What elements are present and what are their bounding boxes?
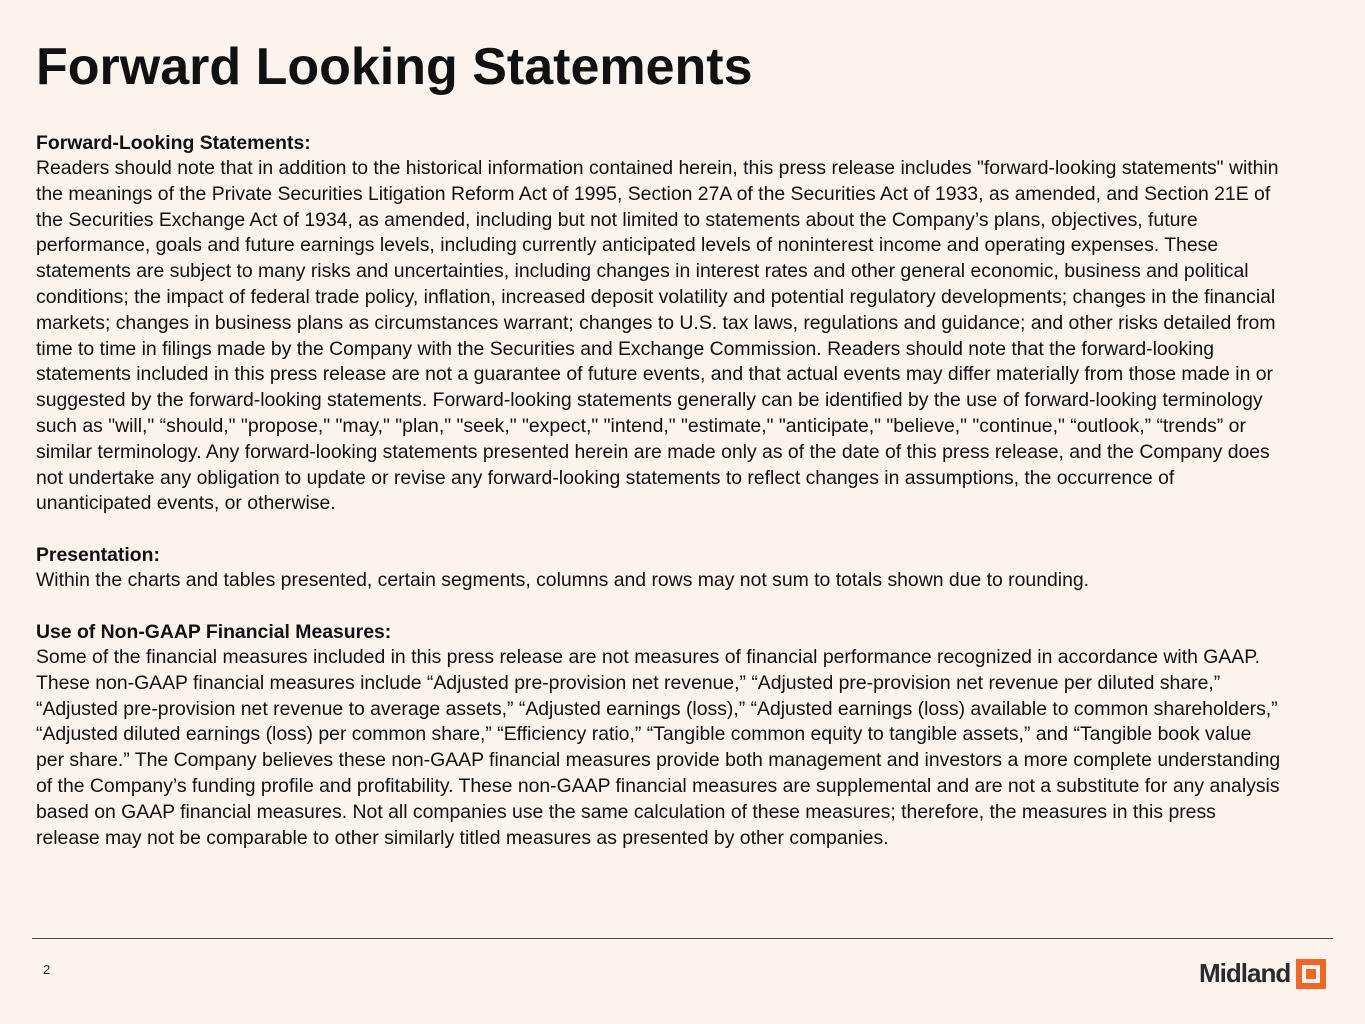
section-paragraph: Some of the financial measures included in this press release are not measures of financial performance recognized in accordance with GAAP. These non-GAAP financial measures include “Adjusted pre-provision net revenue,” “Adjusted pre-provision net revenue per diluted share,” “Adjusted pre-provision net revenue to average assets,” “Adjusted earnings (loss),” “Adjusted earnings (loss) available to common shareholders,” “Adjusted diluted earnings (loss) per common share,” “Efficiency ratio,” “Tangible common equity to tangible assets,” and “Tangible book value per share.” The Company believes these non-GAAP financial measures provide both management and investors a more complete understanding of the Company’s funding profile and profitability. These non-GAAP financial measures are supplemental and are not a substitute for any analysis based on GAAP financial measures. Not all companies use the same calculation of these measures; therefore, the measures in this press release may not be comparable to other similarly titled measures as presented by other companies. [36, 645, 1281, 849]
section-heading: Presentation: [36, 544, 160, 567]
forward-looking-section [36, 130, 1281, 517]
section-heading: Forward-Looking Statements: [36, 132, 311, 154]
section-paragraph: Within the charts and tables presented, certain segments, columns and rows may not sum to totals shown due to rounding. [36, 569, 1090, 592]
midland-square-icon [1296, 959, 1326, 989]
page-title: Forward Looking Statements [36, 38, 753, 96]
footer-divider [32, 938, 1333, 939]
section-paragraph: Readers should note that in addition to the historical information contained herein, this press release includes "forward-looking statements" within the meanings of the Private Securities Litigation Reform Act of 1995, Section 27A of the Securities Act of 1933, as amended, and Section 21E of the Securities Exchange Act of 1934, as amended, including but not limited to statements about the Company’s plans, objectives, future performance, goals and future earnings levels, including currently anticipated levels of noninterest income and operating expenses. These statements are subject to many risks and uncertainties, including changes in interest rates and other general economic, business and political conditions; the impact of federal trade policy, inflation, increased deposit volatility and potential regulatory developments; changes in the financial markets; changes in business plans as circumstances warrant; changes to U.S. tax laws, regulations and guidance; and other risks detailed from time to time in filings made by the Company with the Securities and Exchange Commission. Readers should note that the forward-looking statements included in this press release are not a guarantee of future events, and that actual events may differ materially from those made in or suggested by the forward-looking statements. Forward-looking statements generally can be identified by the use of forward-looking terminology such as "will," “should," "propose," "may," "plan," "seek," "expect," "intend," "estimate," "anticipate," "believe," "continue," “outlook,” “trends” or similar terminology. Any forward-looking statements presented herein are made only as of the date of this press release, and the Company does not undertake any obligation to update or revise any forward-looking statements to reflect changes in assumptions, the occurrence of unanticipated events, or otherwise. [36, 157, 1279, 515]
content-body [36, 130, 1281, 851]
section-heading: Use of Non-GAAP Financial Measures: [36, 620, 392, 643]
logo-text: Midland [1199, 958, 1291, 988]
presentation-section [36, 542, 1281, 594]
page-number: 2 [43, 962, 51, 977]
non-gaap-section [36, 619, 1281, 851]
midland-logo [1199, 958, 1326, 989]
